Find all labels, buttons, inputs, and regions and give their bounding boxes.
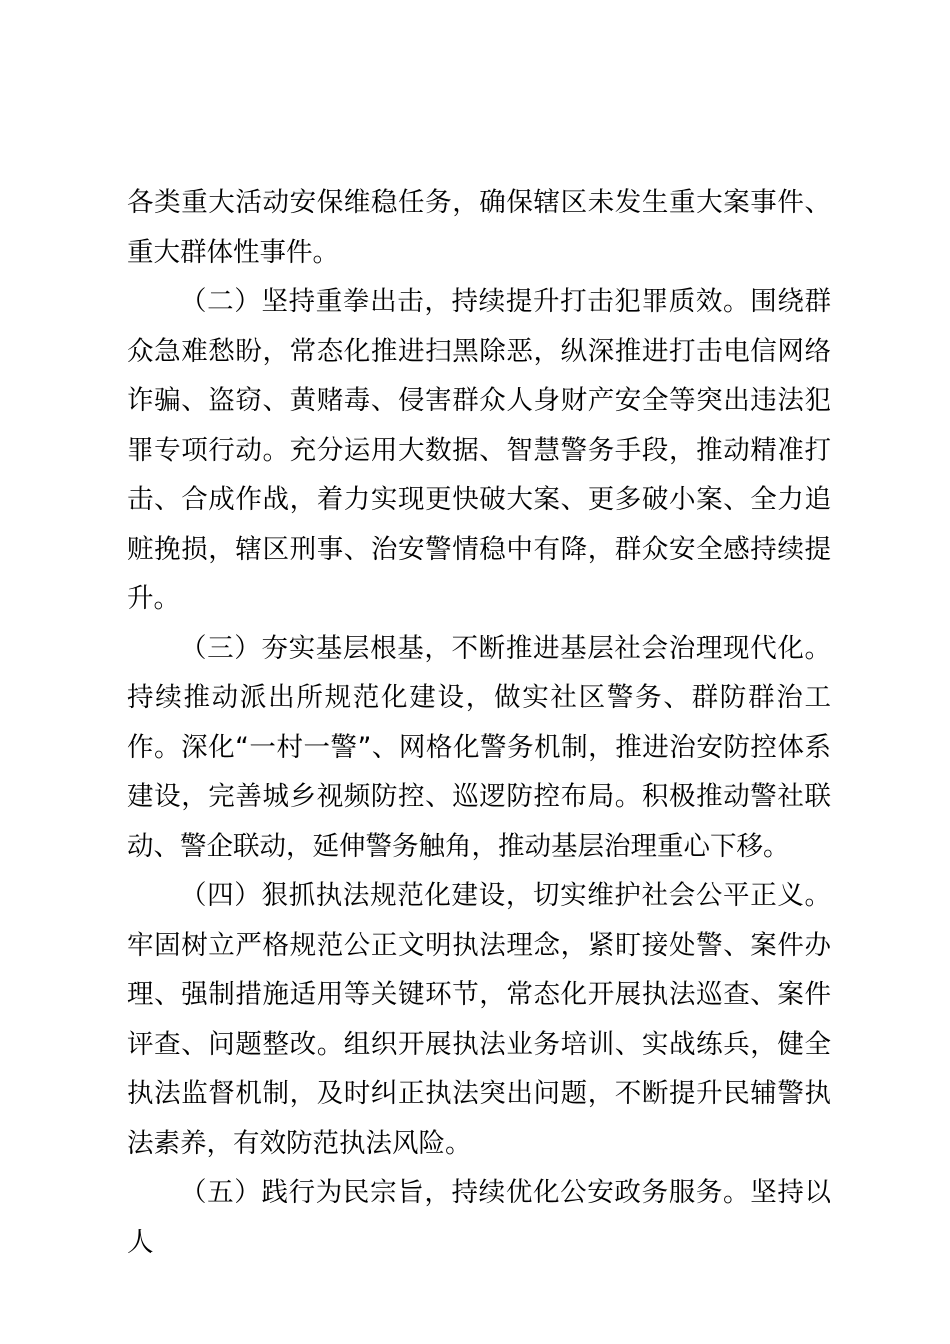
paragraph-section-5: （五）践行为民宗旨，持续优化公安政务服务。坚持以人 (127, 1177, 831, 1258)
document-body (127, 178, 831, 1267)
paragraph-section-4: （四）狠抓执法规范化建设，切实维护社会公平正义。牢固树立严格规范公正文明执法理念，紧盯接处警、案件办理、强制措施适用等关键环节，常态化开展执法巡查、案件评查、问题整改。组织开展执法业务培训、实战练兵，健全执法监督机制，及时纠正执法突出问题，不断提升民辅警执法素养，有效防范执法风险。 (127, 880, 831, 1159)
paragraph-section-3: （三）夯实基层根基，不断推进基层社会治理现代化。持续推动派出所规范化建设，做实社区警务、群防群治工作。深化“一村一警”、网格化警务机制，推进治安防控体系建设，完善城乡视频防控、巡逻防控布局。积极推动警社联动、警企联动，延伸警务触角，推动基层治理重心下移。 (127, 632, 831, 862)
paragraph-section-2: （二）坚持重拳出击，持续提升打击犯罪质效。围绕群众急难愁盼，常态化推进扫黑除恶，纵深推进打击电信网络诈骗、盗窃、黄赌毒、侵害群众人身财产安全等突出违法犯罪专项行动。充分运用大数据、智慧警务手段，推动精准打击、合成作战，着力实现更快破大案、更多破小案、全力追赃挽损，辖区刑事、治安警情稳中有降，群众安全感持续提升。 (127, 286, 831, 614)
paragraph-continuation: 各类重大活动安保维稳任务，确保辖区未发生重大案事件、重大群体性事件。 (127, 187, 831, 268)
